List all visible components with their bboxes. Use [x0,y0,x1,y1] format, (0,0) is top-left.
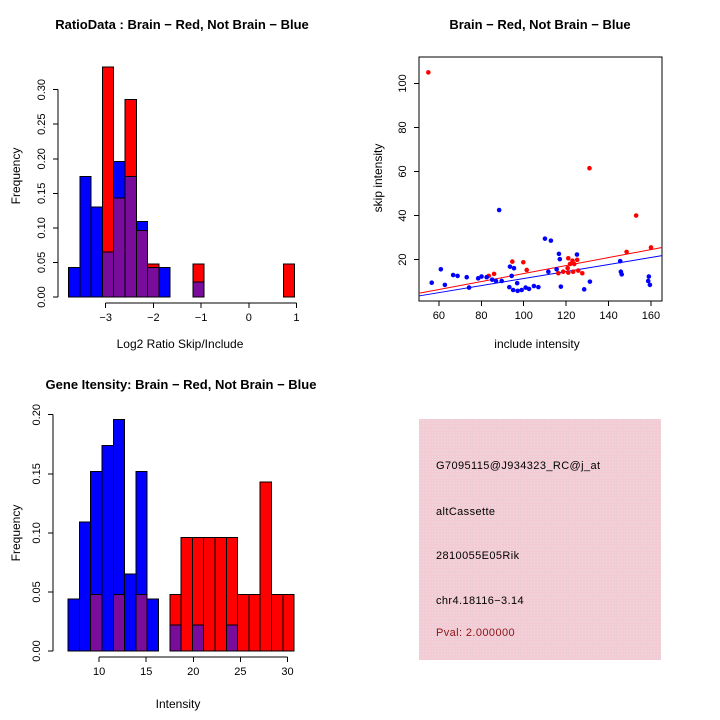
y-tick-label: 0.30 [36,78,48,101]
histogram-bar [204,538,215,651]
ratio-histogram-xlabel: Log2 Ratio Skip/Include [116,337,244,351]
histogram-bar [238,594,249,651]
y-tick-label: 0.00 [36,286,48,308]
scatter-point-not_brain [439,267,444,272]
y-tick-label: 20 [397,253,409,266]
info-line-locus: chr4.18116−3.14 [436,595,525,607]
scatter-point-not_brain [532,284,537,289]
scatter-point-not_brain [455,274,460,279]
scatter-point-not_brain [429,280,434,285]
scatter-point-not_brain [619,272,624,277]
y-tick-label: 0.10 [31,522,43,544]
scatter-point-not_brain [554,267,559,272]
histogram-bar [271,594,282,651]
scatter-point-not_brain [546,269,551,274]
scatter-point-not_brain [648,283,653,288]
y-tick-label: 0.25 [36,113,48,135]
scatter-point-not_brain [512,266,517,271]
scatter-point-brain [587,166,592,171]
x-tick-label: 10 [93,666,106,678]
scatter-point-not_brain [646,279,651,284]
histogram-overlap-bar [170,625,181,651]
histogram-overlap-bar [125,177,136,297]
scatter-point-brain [572,262,577,267]
y-tick-label: 0.10 [36,217,48,239]
histogram-bar [283,594,294,651]
scatter-point-not_brain [557,257,562,262]
histogram-bar [125,574,136,651]
gene-info-box [419,419,661,660]
histogram-overlap-bar [148,267,159,297]
y-tick-label: 0.15 [31,463,43,485]
x-tick-label: 15 [140,666,153,678]
scatter-point-brain [426,70,431,75]
ratio-histogram-title: RatioData : Brain − Red, Not Brain − Blue [55,17,309,32]
scatter-point-brain [524,268,529,273]
scatter-point-brain [556,271,561,276]
histogram-overlap-bar [114,198,125,297]
scatter-point-not_brain [519,288,524,293]
scatter-point-not_brain [464,275,469,280]
histogram-overlap-bar [193,282,204,297]
x-tick-label: 100 [514,310,533,322]
scatter-point-not_brain [509,274,514,279]
scatter-point-not_brain [588,279,593,284]
histogram-overlap-bar [192,625,203,651]
scatter-point-not_brain [557,252,562,257]
histogram-bar [159,267,170,297]
histogram-bar [249,594,260,651]
scatter-point-not_brain [499,279,504,284]
info-line-gene-symbol: 2810055E05Rik [436,550,520,562]
y-tick-label: 0.05 [31,581,43,603]
y-tick-label: 80 [397,121,409,134]
scatter-point-brain [624,250,629,255]
y-tick-label: 0.20 [31,404,43,426]
info-line-event-type: altCassette [436,506,496,518]
scatter-point-not_brain [497,208,502,213]
scatter-ylabel: skip intensity [371,143,385,213]
histogram-bar [181,538,192,651]
y-tick-label: 0.15 [36,182,48,205]
gene-intensity-xlabel: Intensity [155,697,201,711]
y-tick-label: 0.05 [36,251,48,274]
scatter-point-not_brain [484,275,489,280]
x-tick-label: 1 [293,312,300,324]
plot-box [419,57,662,301]
histogram-overlap-bar [113,594,124,651]
histogram-overlap-bar [136,594,147,651]
histogram-bar [283,264,294,297]
x-tick-label: 120 [556,310,576,322]
histogram-bar [79,522,90,651]
histogram-bar [68,599,79,651]
scatter-point-brain [649,245,654,250]
scatter-point-not_brain [543,236,548,241]
x-tick-label: 30 [281,666,294,678]
histogram-overlap-bar [102,252,113,297]
info-line-probe-id: G7095115@J934323_RC@j_at [436,460,601,472]
scatter-point-not_brain [527,287,532,292]
scatter-point-brain [565,266,570,271]
histogram-bar [260,482,271,651]
scatter-point-not_brain [494,279,499,284]
y-tick-label: 60 [397,165,409,178]
histogram-bar [68,267,79,297]
scatter-point-not_brain [507,285,512,290]
scatter-point-brain [566,256,571,261]
scatter-point-not_brain [515,281,520,286]
scatter-point-brain [492,272,497,277]
scatter-point-brain [571,269,576,274]
scatter-point-not_brain [467,285,472,290]
histogram-bar [147,599,158,651]
scatter-point-not_brain [451,273,456,278]
scatter-point-brain [634,213,639,218]
gene-intensity-ylabel: Frequency [9,504,23,562]
scatter-point-brain [521,260,526,265]
histogram-bar [80,177,91,297]
scatter-xlabel: include intensity [494,337,580,351]
scatter-point-brain [576,268,581,273]
scatter-title: Brain − Red, Not Brain − Blue [449,17,631,32]
x-tick-label: 25 [234,666,247,678]
scatter-point-brain [568,262,573,267]
x-tick-label: 0 [245,312,252,324]
scatter-point-brain [580,271,585,276]
scatter-point-not_brain [582,287,587,292]
x-tick-label: 20 [187,666,200,678]
x-tick-label: −1 [194,312,208,324]
ratio-histogram-ylabel: Frequency [9,147,23,205]
y-tick-label: 40 [397,209,409,222]
gene-intensity-title: Gene Itensity: Brain − Red, Not Brain − Blue [45,377,317,392]
scatter-point-not_brain [647,274,652,279]
scatter-point-not_brain [508,264,513,269]
scatter-point-not_brain [536,285,541,290]
x-tick-label: 140 [599,310,618,322]
x-tick-label: −3 [99,312,112,324]
scatter-point-not_brain [549,238,554,243]
scatter-point-not_brain [511,288,516,293]
x-tick-label: −2 [147,312,160,324]
y-tick-label: 0.00 [31,640,43,662]
histogram-bar [102,445,113,651]
scatter-point-not_brain [479,274,484,279]
y-tick-label: 0.20 [36,148,48,170]
scatter-point-not_brain [559,284,564,289]
info-line-pval: Pval: 2.000000 [436,627,515,639]
x-tick-label: 160 [641,310,661,322]
scatter-point-brain [566,270,571,275]
scatter-point-brain [575,258,580,263]
scatter-point-not_brain [443,283,448,288]
histogram-bar [215,538,226,651]
histogram-bar [91,207,102,297]
scatter-point-not_brain [515,289,520,294]
scatter-point-not_brain [575,252,580,257]
histogram-overlap-bar [226,625,237,651]
x-tick-label: 60 [432,310,446,322]
scatter-point-not_brain [618,259,623,264]
x-tick-label: 80 [475,310,488,322]
scatter-point-brain [561,269,566,274]
histogram-overlap-bar [136,231,147,297]
scatter-point-brain [510,259,515,264]
y-tick-label: 100 [397,74,409,93]
histogram-overlap-bar [91,594,102,651]
